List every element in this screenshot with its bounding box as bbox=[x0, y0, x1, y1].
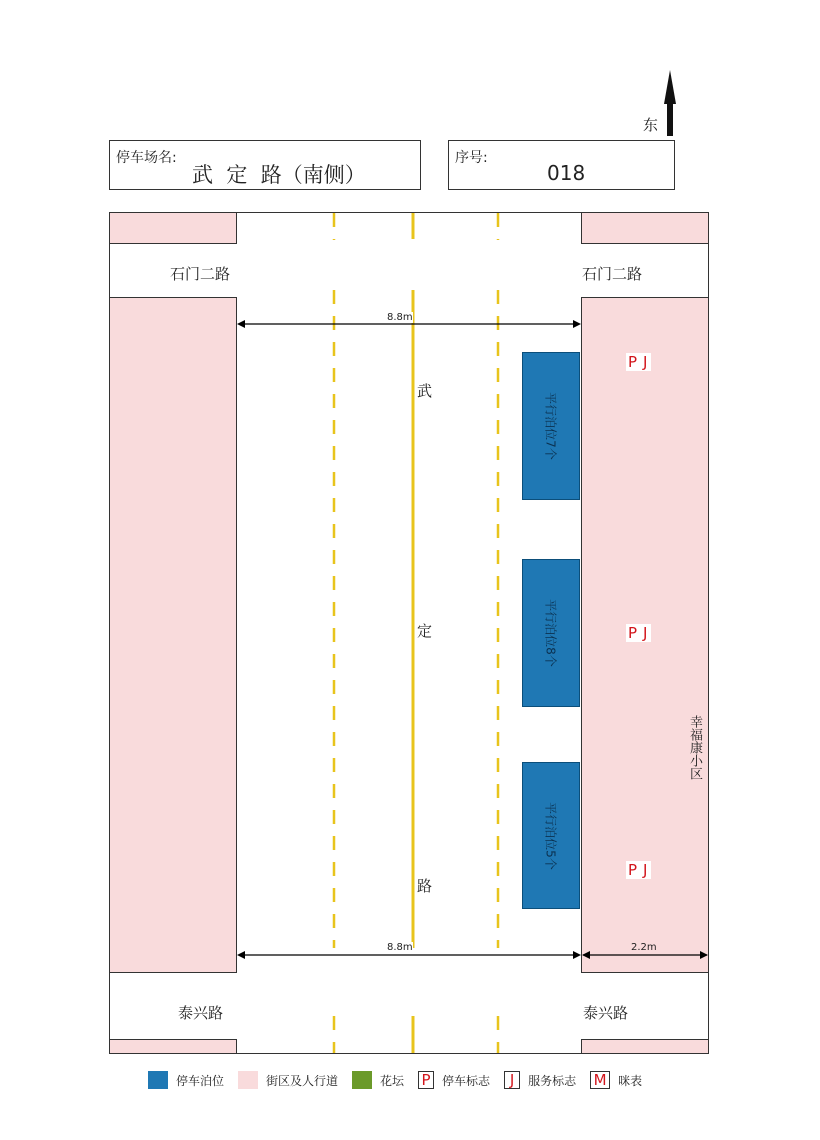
service-sign: J bbox=[643, 353, 650, 371]
block-swatch-icon bbox=[238, 1071, 258, 1089]
parking-zone-2[interactable] bbox=[522, 559, 580, 707]
road-name-char-3: 路 bbox=[417, 877, 433, 895]
parking-zone-1[interactable] bbox=[522, 352, 580, 500]
parking-swatch-icon bbox=[148, 1071, 168, 1089]
serial-number-label: 序号: bbox=[455, 150, 488, 166]
cross-street-top-left: 石门二路 bbox=[170, 265, 231, 283]
legend-item-block bbox=[238, 1071, 338, 1089]
parking-lot-name-value: 武 定 路（南侧） bbox=[192, 163, 366, 187]
parking-zone-3[interactable] bbox=[522, 762, 580, 909]
cross-street-top-right: 石门二路 bbox=[582, 265, 643, 283]
community-label: 幸福康小区 bbox=[687, 715, 702, 780]
service-sign: J bbox=[643, 861, 650, 879]
compass-label: 东 bbox=[643, 116, 659, 134]
parking-zone-1-label: 平行泊位7个 bbox=[543, 392, 558, 460]
parking-sign: P bbox=[628, 861, 640, 879]
legend-service-sign-label: 服务标志 bbox=[528, 1073, 577, 1088]
sign-group-2 bbox=[626, 624, 651, 642]
road-width-bottom-label: 8.8m bbox=[387, 942, 413, 953]
legend-flowerbed-label: 花坛 bbox=[380, 1073, 405, 1088]
service-sign-icon: J bbox=[504, 1071, 520, 1089]
sign-group-3 bbox=[626, 861, 651, 879]
road-name-char-2: 定 bbox=[417, 622, 433, 640]
legend-item-parking-sign bbox=[418, 1071, 490, 1089]
sign-group-1 bbox=[626, 353, 651, 371]
legend-parking-label: 停车泊位 bbox=[176, 1073, 225, 1088]
legend-block-label: 街区及人行道 bbox=[266, 1073, 339, 1088]
serial-number-value: 018 bbox=[547, 161, 586, 185]
flowerbed-swatch-icon bbox=[352, 1071, 372, 1089]
legend-item-meter bbox=[590, 1071, 642, 1089]
legend-item-parking bbox=[148, 1071, 224, 1089]
legend-item-flowerbed bbox=[352, 1071, 404, 1089]
road-width-top-label: 8.8m bbox=[387, 312, 413, 323]
parking-zone-2-label: 平行泊位8个 bbox=[543, 599, 558, 667]
parking-lot-name-label: 停车场名: bbox=[116, 150, 177, 166]
parking-zone-3-label: 平行泊位5个 bbox=[543, 801, 558, 870]
legend bbox=[148, 1071, 642, 1089]
legend-item-service-sign bbox=[504, 1071, 576, 1089]
legend-parking-sign-label: 停车标志 bbox=[442, 1073, 491, 1088]
sidewalk-width-label: 2.2m bbox=[631, 942, 657, 953]
cross-street-bottom-right: 泰兴路 bbox=[583, 1004, 629, 1022]
parking-sign: P bbox=[628, 624, 640, 642]
parking-sign-icon: P bbox=[418, 1071, 434, 1089]
legend-meter-label: 咪表 bbox=[618, 1073, 643, 1088]
meter-icon: M bbox=[590, 1071, 610, 1089]
service-sign: J bbox=[643, 624, 650, 642]
road-name-char-1: 武 bbox=[417, 382, 433, 400]
parking-sign: P bbox=[628, 353, 640, 371]
cross-street-bottom-left: 泰兴路 bbox=[178, 1004, 224, 1022]
